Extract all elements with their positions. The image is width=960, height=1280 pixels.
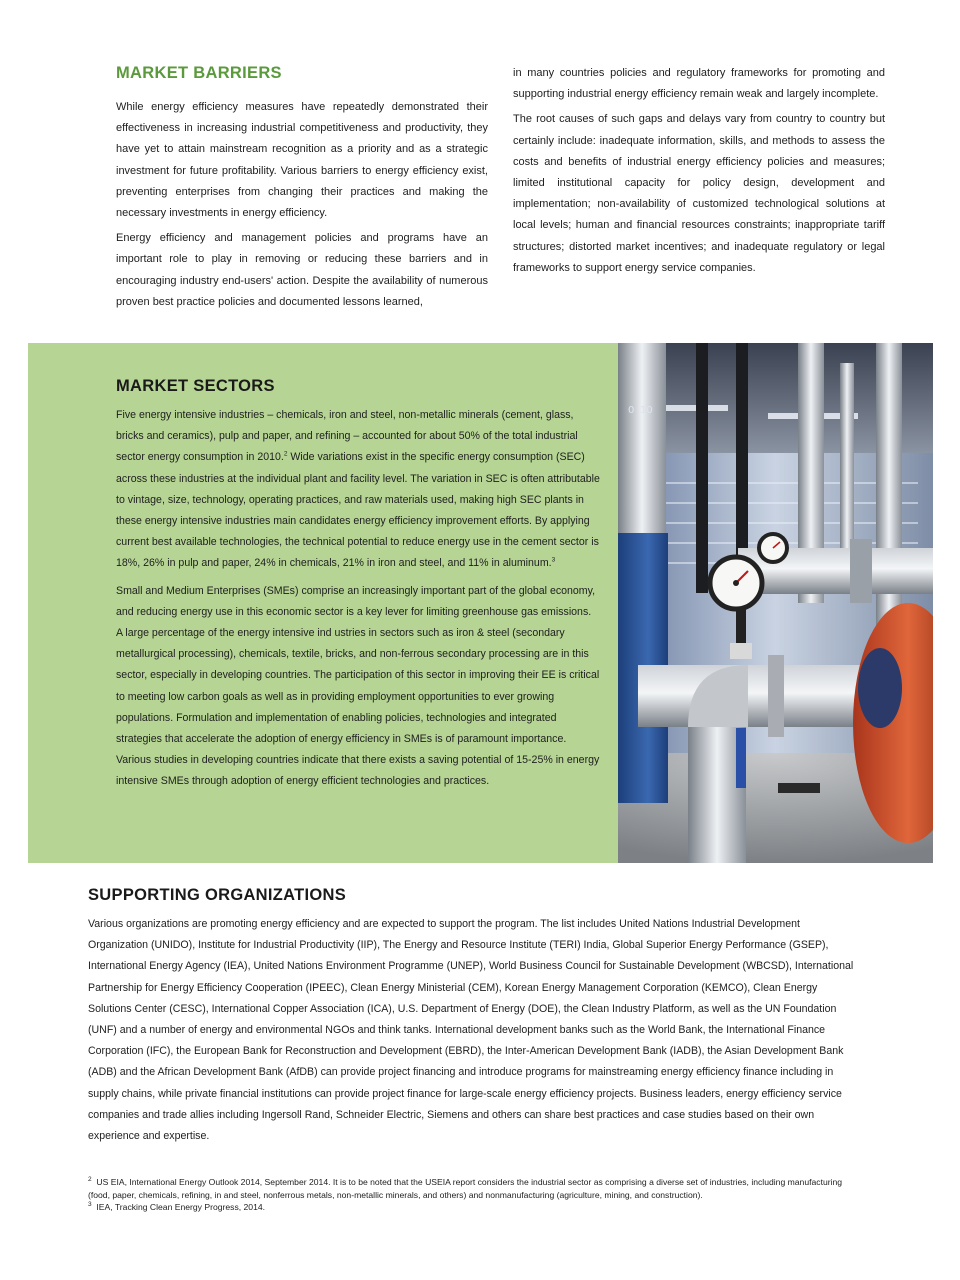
footnote-2 [88,1176,860,1201]
market-sectors-paragraph-1a: Five energy intensive industries – chemicals, iron and steel, non-metallic minerals (cement, glass, bricks and ceramics), pulp and paper, and refining – accounted for about 50% of the total industrial sector energy consumption in 2010. [116,409,578,464]
market-barriers-title: MARKET BARRIERS [116,64,282,82]
footnote-2-text: US EIA, International Energy Outlook 2014, September 2014. It is to be noted that the USEIA report considers the industrial sector as comprising a diverse set of industries, including manufacturing (food, paper, chemicals, refining, in and steel, nonferrous metals, non-metallic minerals, and others) and nonmanufacturing (agriculture, mining, and construction). [88,1177,843,1200]
market-barriers-paragraph-2: Energy efficiency and management policies and programs have an important role to play in removing or reducing these barriers and in encouraging industry end-users' action. Despite the availability of numerous proven best practice policies and documented lessons learned, [116,232,488,308]
supporting-organizations-paragraph: Various organizations are promoting energy efficiency and are expected to support the program. The list includes United Nations Industrial Development Organization (UNIDO), Institute for Industrial Productivity (IIP), The Energy and Resource Institute (TERI) India, Global Superior Energy Performance (GSEP), International Energy Agency (IEA), United Nations Environment Programme (UNEP), World Business Council for Sustainable Development (WBCSD), International Partnership for Energy Efficiency Cooperation (IPEEC), Clean Energy Ministerial (CEM), Korean Energy Management Corporation (KEMCO), Clean Energy Solutions Center (CESC), International Copper Association (ICA), U.S. Department of Energy (DOE), the Clean Industry Platform, as well as the UN Foundation (UNF) and a number of energy and environmental NGOs and think tanks. International development banks such as the World Bank, the International Finance Corporation (IFC), the European Bank for Reconstruction and Development (EBRD), the Inter-American Development Bank (IADB), the Asian Development Bank (ADB) and the African Development Bank (AfDB) can provide project financing and introduce programs for mainstreaming energy efficiency finance including in supply chains, while private financial institutions can provide project finance for large-scale energy efficiency projects. Business leaders, energy efficiency service companies and trade allies including Ingersoll Rand, Schneider Electric, Siemens and others can share best practices and case studies based on their own experience and expertise. [88,918,854,1143]
supporting-organizations-title: SUPPORTING ORGANIZATIONS [88,886,347,904]
gauge-mark-10: 10 [640,405,653,416]
pipes-illustration [618,343,933,863]
footnote-ref-3[interactable]: 3 [551,556,556,564]
market-barriers-paragraph-1: While energy efficiency measures have repeatedly demonstrated their effectiveness in increasing industrial competitiveness and productivity, they have yet to attain mainstream recognition as a priority and as a strategic investment for future profitability. Various barriers to energy efficiency exist, preventing enterprises from changing their practices and making the necessary investments in energy efficiency. [116,101,488,220]
market-barriers-column-right [513,63,885,283]
footnote-3 [88,1201,860,1214]
market-barriers-paragraph-3: in many countries policies and regulatory frameworks for promoting and supporting industrial energy efficiency remain weak and largely incomplete. [513,67,885,101]
market-sectors-paragraph-1b: Wide variations exist in the specific energy consumption (SEC) across these industries at the individual plant and facility level. The variation in SEC is often attributable to vintage, size, technology, operating practices, and raw materials used, making high SEC plants in these energy intensive industries main candidates energy efficiency improvement efforts. By applying current best available technologies, the technical potential to reduce energy use in the cement sector is 18%, 26% in pulp and paper, 24% in chemicals, 21% in iron and steel, and 11% in aluminum. [116,451,600,570]
footnote-3-number: 3 [88,1201,92,1209]
footnote-2-number: 2 [88,1176,92,1184]
footnote-3-text: IEA, Tracking Clean Energy Progress, 2014. [96,1202,266,1212]
footnote-ref-2[interactable]: 2 [283,450,288,458]
market-sectors-paragraph-2: Small and Medium Enterprises (SMEs) comprise an increasingly important part of the global economy, and reducing energy use in this economic sector is a key lever for limiting greenhouse gas emissions. A large percentage of the energy intensive ind ustries in sectors such as iron & steel (secondary metallurgical processing), chemicals, textile, bricks, and non-ferrous secondary processing are in this sector, especially in developing countries. The participation of this sector in improving their EE is critical to meeting low carbon goals as well as in providing employment opportunities to ever growing populations. Formulation and implementation of enabling policies, technologies and integrated strategies that accelerate the adoption of energy efficiency in SMEs is of paramount importance. Various studies in developing countries indicate that there exists a saving potential of 15-25% in energy intensive SMEs through adoption of energy efficient technologies and practices. [116,584,600,788]
small-gauge-icon [759,534,787,562]
industrial-pipes-photo [618,343,933,863]
market-sectors-title: MARKET SECTORS [116,377,275,395]
market-barriers-paragraph-4: The root causes of such gaps and delays vary from country to country but certainly include: inadequate information, skills, and methods to assess the costs and benefits of industrial energy efficiency policies and measures; limited institutional capacity for policy design, development and implementation; non-availability of customized technological solutions at local levels; human and financial resources constraints; inappropriate tariff structures; distorted market incentives; and inadequate regulatory or legal frameworks to support energy service companies. [513,113,885,274]
gauge-mark-0: 0 [628,405,635,416]
market-sectors-section [116,377,600,799]
supporting-organizations-section [88,886,860,1151]
market-sectors-paragraph-1 [116,405,600,575]
footnotes [88,1176,860,1214]
pressure-gauge-icon [710,557,762,609]
market-barriers-column-left [116,97,488,317]
